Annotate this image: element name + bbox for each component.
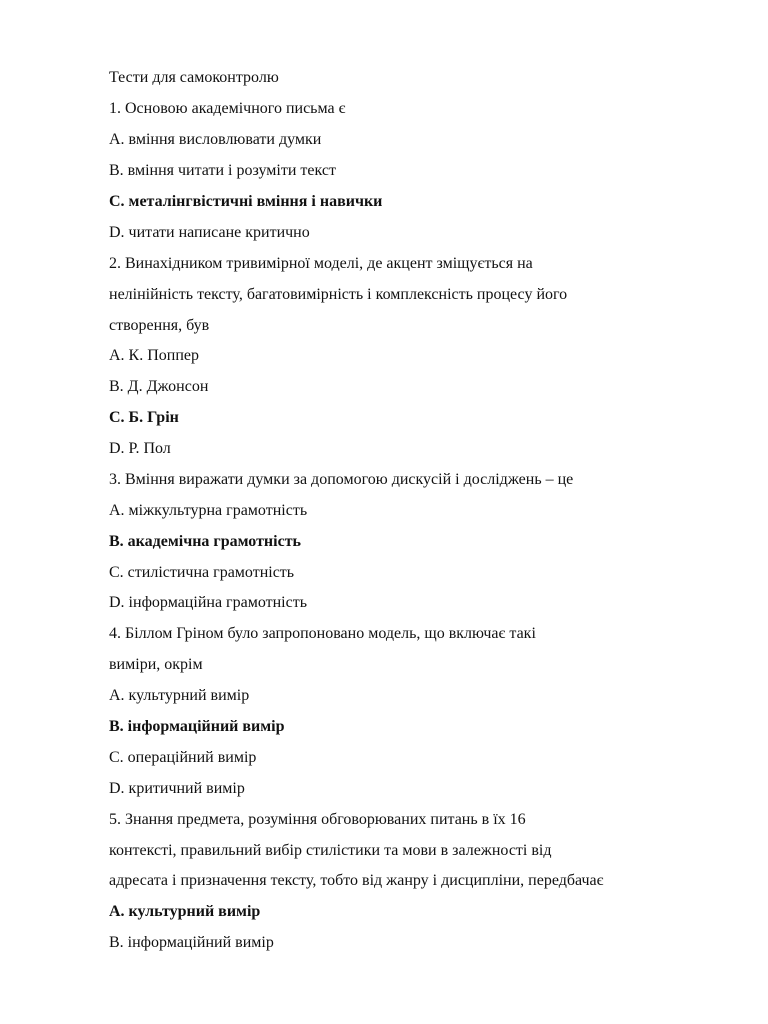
question-5-line-1: 5. Знання предмета, розуміння обговорюваних питань в їх 16 bbox=[109, 811, 526, 828]
q4-option-a: A. культурний вимір bbox=[109, 687, 250, 704]
q3-option-b: B. академічна грамотність bbox=[109, 533, 302, 550]
q1-option-c: C. металінгвістичні вміння і навички bbox=[109, 193, 383, 210]
question-2-line-1: 2. Винахідником тривимірної моделі, де акцент зміщується на bbox=[109, 255, 533, 272]
question-2-line-3: створення, був bbox=[109, 317, 210, 334]
q4-option-d: D. критичний вимір bbox=[109, 780, 245, 797]
q3-option-c: C. стилістична грамотність bbox=[109, 564, 295, 581]
q5-option-a: A. культурний вимір bbox=[109, 903, 261, 920]
q2-option-b: B. Д. Джонсон bbox=[109, 378, 209, 395]
question-5-line-3: адресата і призначення тексту, тобто від жанру і дисципліни, передбачає bbox=[109, 872, 604, 889]
question-4-line-2: виміри, окрім bbox=[109, 656, 203, 673]
q1-option-a: A. вміння висловлювати думки bbox=[109, 131, 322, 148]
q4-option-b: B. інформаційний вимір bbox=[109, 718, 285, 735]
q1-option-b: B. вміння читати і розуміти текст bbox=[109, 162, 336, 179]
q3-option-a: A. міжкультурна грамотність bbox=[109, 502, 308, 519]
q5-option-b: B. інформаційний вимір bbox=[109, 934, 274, 951]
q2-option-a: A. К. Поппер bbox=[109, 347, 200, 364]
question-5-line-2: контексті, правильний вибір стилістики та мови в залежності від bbox=[109, 842, 552, 859]
q2-option-d: D. Р. Пол bbox=[109, 440, 171, 457]
question-3: 3. Вміння виражати думки за допомогою дискусій і досліджень – це bbox=[109, 471, 574, 488]
q4-option-c: C. операційний вимір bbox=[109, 749, 257, 766]
q1-option-d: D. читати написане критично bbox=[109, 224, 310, 241]
q2-option-c: C. Б. Грін bbox=[109, 409, 179, 426]
question-4-line-1: 4. Біллом Гріном було запропоновано модель, що включає такі bbox=[109, 625, 536, 642]
q3-option-d: D. інформаційна грамотність bbox=[109, 594, 308, 611]
question-1: 1. Основою академічного письма є bbox=[109, 100, 346, 117]
question-2-line-2: нелінійність тексту, багатовимірність і комплексність процесу його bbox=[109, 286, 568, 303]
document-title: Тести для самоконтролю bbox=[109, 69, 279, 86]
